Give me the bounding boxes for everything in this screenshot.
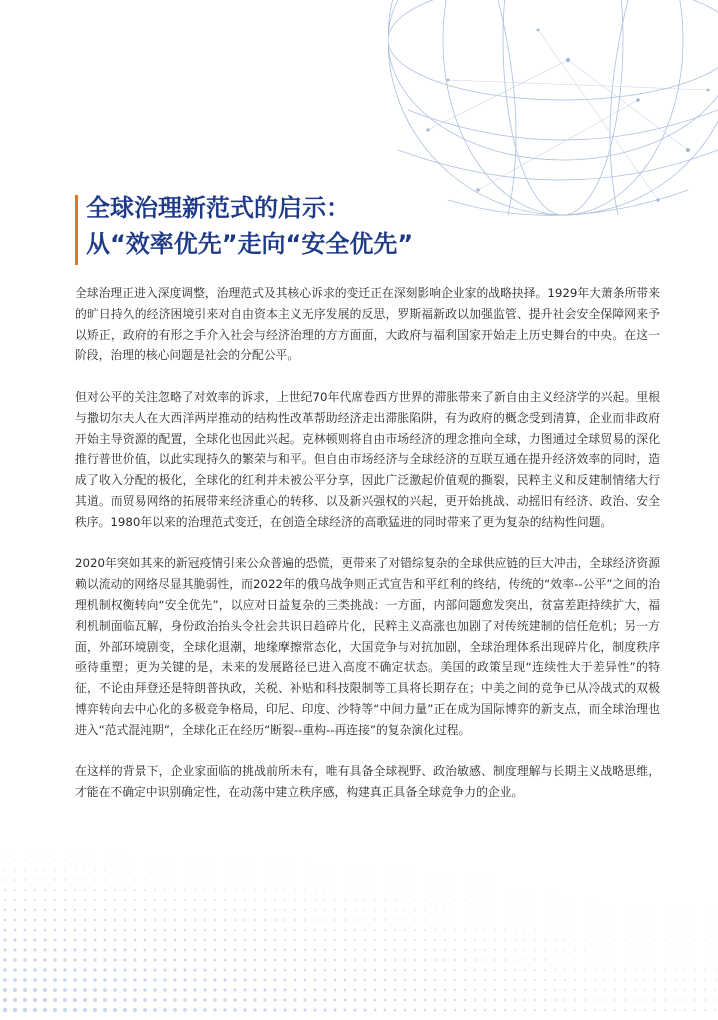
halftone-dots-decoration	[0, 815, 718, 1020]
paragraph: 在这样的背景下，企业家面临的挑战前所未有，唯有具备全球视野、政治敏感、制度理解与长期主义战略思维，才能在不确定中识别确定性，在动荡中建立秩序感，构建真正具备全球竞争力的企业。	[75, 764, 660, 800]
page-title-line-2: 从“效率优先”走向“安全优先”	[86, 230, 414, 258]
body-text	[75, 283, 660, 824]
paragraph: 但对公平的关注忽略了对效率的诉求，上世纪70年代席卷西方世界的滞胀带来了新自由主义经济学的兴起。里根与撒切尔夫人在大西洋两岸推动的结构性改革帮助经济走出滞胀陷阱，有为政府的概念受到清算，企业而非政府开始主导资源的配置，全球化也因此兴起。克林顿则将自由市场经济的理念推向全球，力图通过全球贸易的深化推行普世价值，以此实现持久的繁荣与和平。但自由市场经济与全球经济的互联互通在提升经济效率的同时，造成了收入分配的极化，全球化的红利并未被公平分享，因此广泛激起价值观的撕裂，民粹主义和反建制情绪大行其道。而贸易网络的拓展带来经济重心的转移、以及新兴强权的兴起，更开始挑战、动摇旧有经济、政治、安全秩序。1980年以来的治理范式变迁，在创造全球经济的高歌猛进的同时带来了更为复杂的结构性问题。	[75, 389, 660, 529]
title-accent-bar	[75, 195, 78, 265]
page-title-line-1: 全球治理新范式的启示：	[86, 194, 350, 222]
paragraph: 全球治理正进入深度调整，治理范式及其核心诉求的变迁正在深刻影响企业家的战略抉择。1929年大萧条所带来的旷日持久的经济困境引来对自由资本主义无序发展的反思，罗斯福新政以加强监管、提升社会安全保障网来予以矫正，政府的有形之手介入社会与经济治理的方方面面，大政府与福利国家开始走上历史舞台的中央。在这一阶段，治理的核心问题是社会的分配公平。	[75, 286, 660, 363]
page-title	[86, 190, 413, 262]
globe-wireframe-decoration	[388, 0, 718, 225]
paragraph: 2020年突如其来的新冠疫情引来公众普遍的恐慌，更带来了对错综复杂的全球供应链的巨大冲击，全球经济资源赖以流动的网络尽显其脆弱性，而2022年的俄乌战争则正式宣告和平红利的终结，传统的“效率--公平”之间的治理机制权衡转向“安全优先”，以应对日益复杂的三类挑战：一方面，内部问题愈发突出，贫富差距持续扩大，福利机制面临瓦解，身份政治抬头令社会共识日趋碎片化，民粹主义高涨也加剧了对传统建制的信任危机；另一方面，外部环境剧变，全球化退潮，地缘摩擦常态化，大国竞争与对抗加剧，全球治理体系出现碎片化，制度秩序亟待重塑；更为关键的是，未来的发展路径已进入高度不确定状态。美国的政策呈现“连续性大于差异性”的特征，不论由拜登还是特朗普执政，关税、补贴和科技限制等工具将长期存在；中美之间的竞争已从冷战式的双极博弈转向去中心化的多极竞争格局，印尼、印度、沙特等“中间力量”正在成为国际博弈的新支点，而全球治理也进入“范式混沌期”，全球化正在经历“断裂--重构--再连接”的复杂演化过程。	[75, 556, 660, 737]
